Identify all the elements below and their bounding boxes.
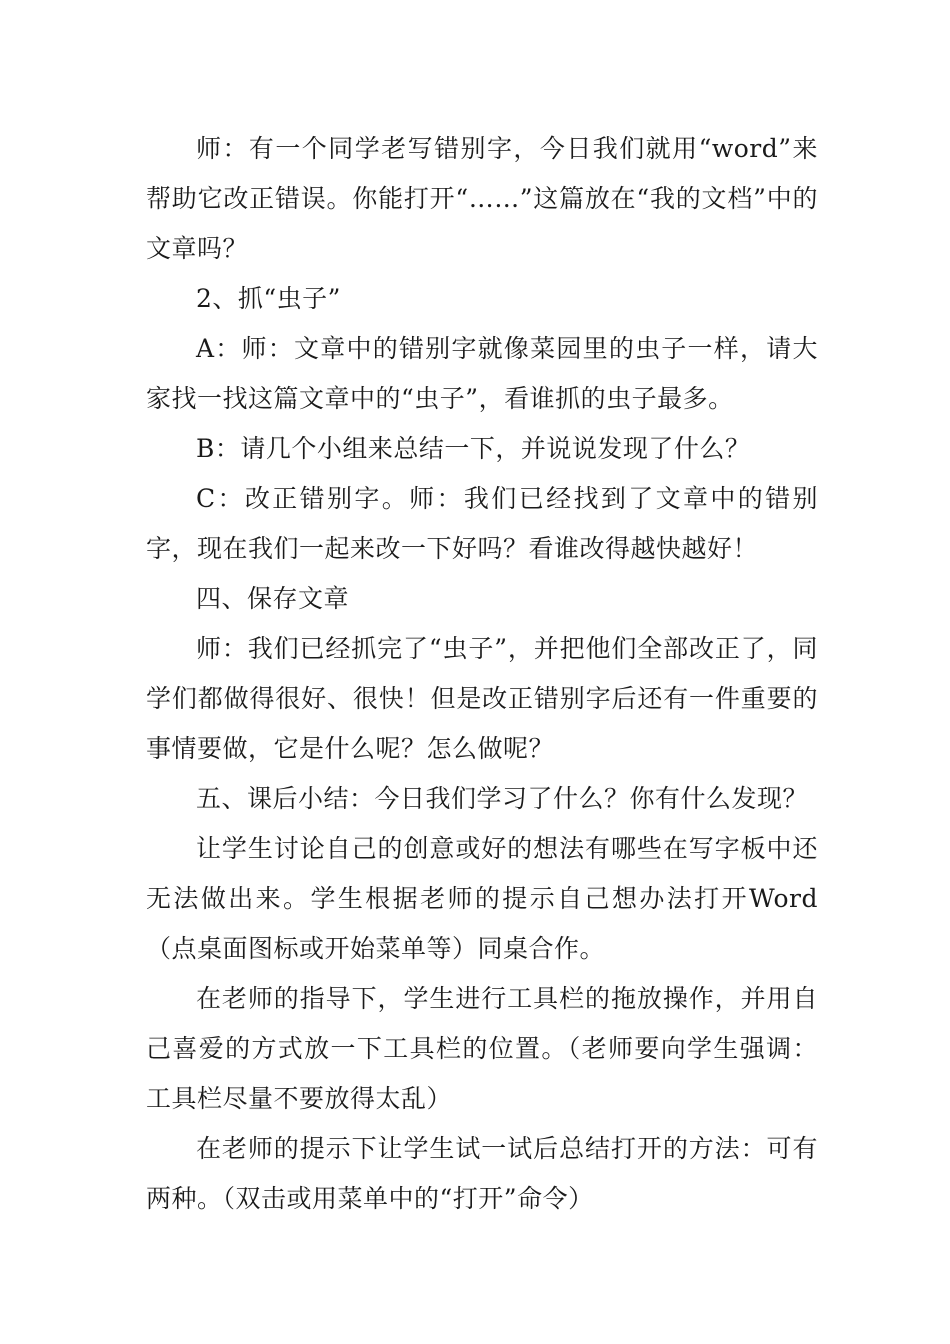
paragraph-step-b: B：请几个小组来总结一下，并说说发现了什么？ <box>196 434 751 463</box>
heading-save-article: 四、保存文章 <box>196 584 350 613</box>
paragraph-save-instructions: 师：我们已经抓完了“虫子”，并把他们全部改正了，同学们都做得很好、很快！但是改正错别字后还有一件重要的事情要做，它是什么呢？怎么做呢？ <box>146 634 818 763</box>
paragraph-student-discussion: 让学生讨论自己的创意或好的想法有哪些在写字板中还无法做出来。学生根据老师的提示自己想办法打开Word（点桌面图标或开始菜单等）同桌合作。 <box>146 834 818 963</box>
paragraph-toolbar-practice: 在老师的指导下，学生进行工具栏的拖放操作，并用自己喜爱的方式放一下工具栏的位置。（老师要向学生强调：工具栏尽量不要放得太乱） <box>146 984 818 1113</box>
paragraph-teacher-intro: 师：有一个同学老写错别字，今日我们就用“word”来帮助它改正错误。你能打开“……”这篇放在“我的文档”中的文章吗？ <box>146 134 818 263</box>
paragraph-step-c: C：改正错别字。师：我们已经找到了文章中的错别字，现在我们一起来改一下好吗？看谁改得越快越好！ <box>146 484 818 563</box>
heading-catch-bugs: 2、抓“虫子” <box>196 284 341 313</box>
paragraph-open-methods: 在老师的提示下让学生试一试后总结打开的方法：可有两种。（双击或用菜单中的“打开”命令） <box>146 1134 818 1213</box>
document-body <box>146 124 818 1224</box>
heading-lesson-summary: 五、课后小结：今日我们学习了什么？你有什么发现？ <box>196 784 809 813</box>
paragraph-step-a: A：师：文章中的错别字就像菜园里的虫子一样，请大家找一找这篇文章中的“虫子”，看谁抓的虫子最多。 <box>146 334 818 413</box>
